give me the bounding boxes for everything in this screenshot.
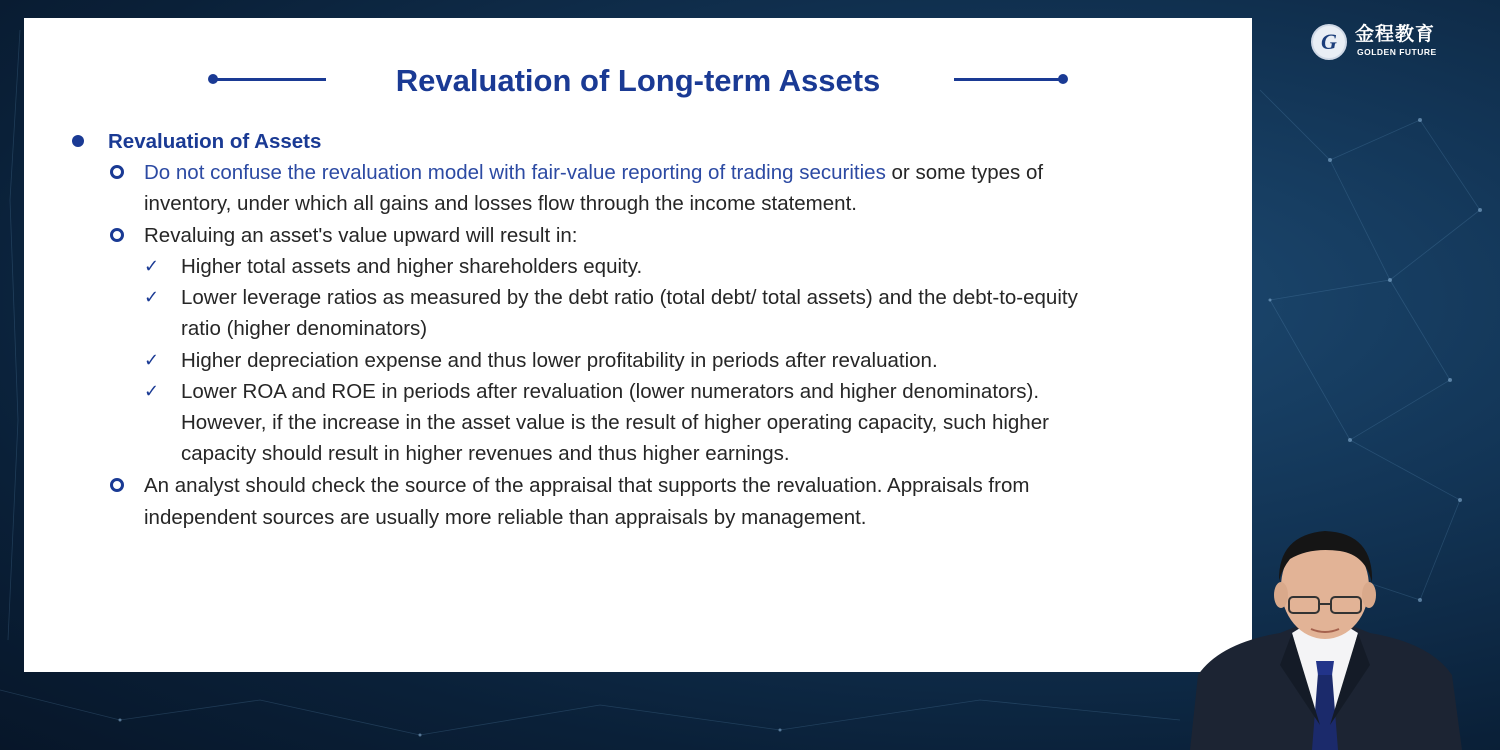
point-1-line-1: [144, 157, 1043, 188]
check-4-line-1: Lower ROA and ROE in periods after revaluation (lower numerators and higher denominators).: [181, 380, 1040, 403]
point-3-line-2: independent sources are usually more reliable than appraisals by management.: [144, 506, 867, 529]
ring-bullet-icon: [110, 478, 124, 492]
check-icon: ✓: [144, 381, 160, 402]
check-4-line-3: capacity should result in higher revenues and thus higher earnings.: [181, 442, 790, 465]
presenter-video: [1180, 525, 1470, 750]
check-1-line-1: Higher total assets and higher shareholders equity.: [181, 255, 643, 278]
check-2-line-2: ratio (higher denominators): [181, 317, 428, 340]
highlighted-text: Do not confuse the revaluation model with fair-value reporting of trading securities: [144, 161, 886, 184]
check-icon: ✓: [144, 256, 160, 277]
point-3-line-1: An analyst should check the source of the appraisal that supports the revaluation. Appraisals from: [144, 474, 1030, 497]
check-2-line-1: Lower leverage ratios as measured by the debt ratio (total debt/ total assets) and the debt-to-equity: [181, 286, 1078, 309]
golden-future-logo: [1311, 22, 1461, 62]
ring-bullet-icon: [110, 228, 124, 242]
logo-emblem-icon: G: [1311, 24, 1347, 60]
check-4-line-2: However, if the increase in the asset value is the result of higher operating capacity, such higher: [181, 411, 1049, 434]
ring-bullet-icon: [110, 165, 124, 179]
slide-title: Revaluation of Long-term Assets: [395, 63, 881, 98]
level1-bullet-icon: [72, 135, 84, 147]
slide: [24, 18, 1252, 672]
check-icon: ✓: [144, 350, 160, 371]
point-1-line-2: inventory, under which all gains and losses flow through the income statement.: [144, 192, 857, 215]
point-2-line-1: Revaluing an asset's value upward will result in:: [144, 224, 578, 247]
check-3-line-1: Higher depreciation expense and thus lower profitability in periods after revaluation.: [181, 349, 938, 372]
title-decoration-right: [954, 78, 1064, 81]
title-decoration-dot-right: [1058, 74, 1068, 84]
logo-chinese-text: 金程教育: [1355, 23, 1436, 45]
check-icon: ✓: [144, 287, 160, 308]
logo-english-text: GOLDEN FUTURE: [1357, 47, 1437, 57]
section-heading: Revaluation of Assets: [108, 130, 322, 153]
point-text: or some types of: [885, 161, 1044, 184]
